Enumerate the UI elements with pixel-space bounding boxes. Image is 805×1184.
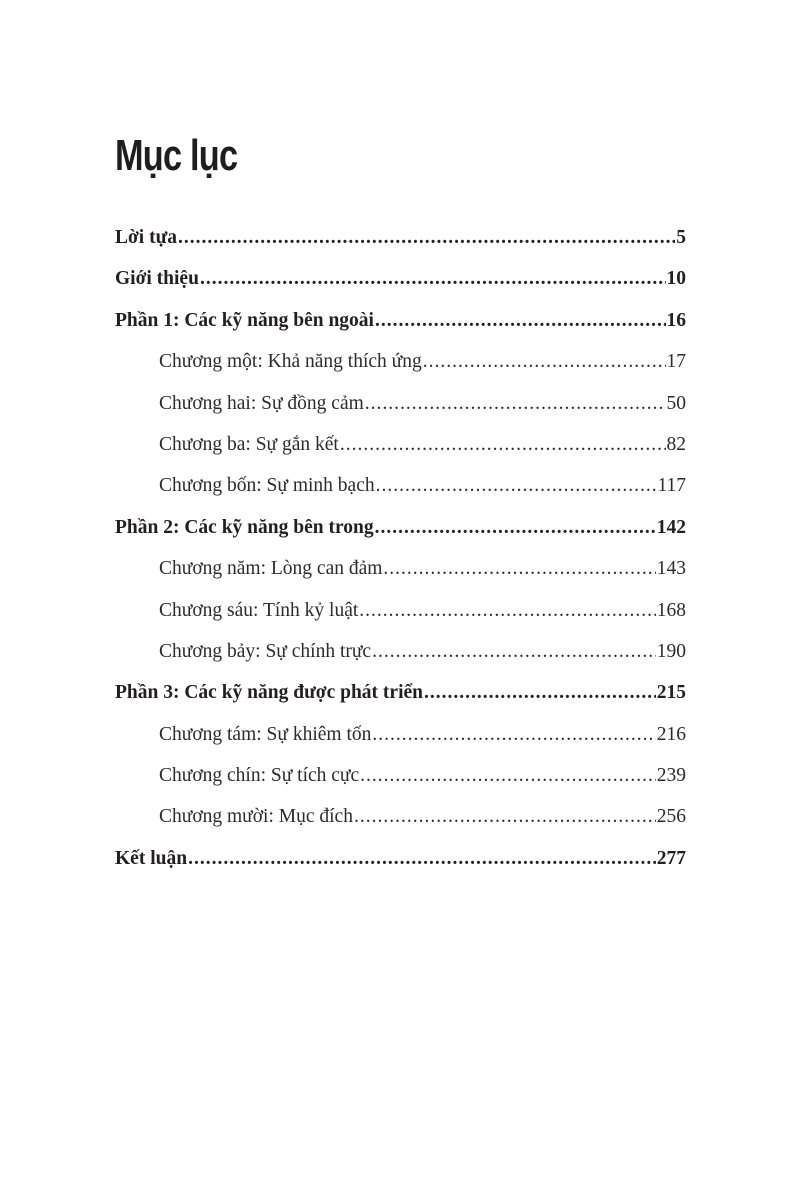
toc-entry-label: Chương hai: Sự đồng cảm — [159, 392, 364, 414]
toc-entry-label: Phần 1: Các kỹ năng bên ngoài — [115, 309, 374, 331]
toc-entry-chapter-3[interactable] — [115, 434, 686, 475]
dot-leader — [424, 682, 656, 704]
toc-entry-label: Chương mười: Mục đích — [159, 806, 353, 828]
toc-entry-page-number: 117 — [657, 475, 686, 497]
toc-entry-page-number: 5 — [676, 227, 686, 248]
toc-entry-conclusion[interactable] — [115, 848, 686, 889]
toc-entry-page-number: 277 — [656, 847, 686, 869]
dot-leader — [375, 517, 656, 539]
toc-entry-chapter-9[interactable] — [115, 765, 686, 806]
toc-entry-chapter-2[interactable] — [115, 393, 686, 434]
toc-entry-introduction[interactable] — [115, 268, 686, 309]
toc-entry-page-number: 143 — [656, 558, 686, 580]
toc-entry-label: Chương chín: Sự tích cực — [159, 765, 360, 787]
toc-entry-part-2[interactable] — [115, 517, 686, 558]
toc-entry-label: Giới thiệu — [115, 268, 199, 290]
dot-leader — [188, 848, 656, 870]
dot-leader — [340, 434, 666, 456]
toc-entry-label: Chương tám: Sự khiêm tốn — [159, 723, 372, 745]
toc-entry-label: Phần 3: Các kỹ năng được phát triển — [115, 682, 423, 704]
toc-entry-label: Chương một: Khả năng thích ứng — [159, 351, 422, 373]
dot-leader — [200, 268, 666, 290]
toc-entry-chapter-8[interactable] — [115, 724, 686, 765]
toc-entry-label: Chương sáu: Tính kỷ luật — [159, 599, 359, 621]
toc-entry-page-number: 190 — [656, 640, 686, 662]
table-of-contents — [115, 227, 686, 889]
dot-leader — [376, 475, 657, 497]
toc-entry-chapter-1[interactable] — [115, 351, 686, 392]
dot-leader — [359, 600, 655, 622]
toc-entry-chapter-7[interactable] — [115, 641, 686, 682]
toc-entry-part-1[interactable] — [115, 310, 686, 351]
dot-leader — [178, 227, 675, 249]
toc-entry-page-number: 239 — [656, 765, 686, 787]
dot-leader — [375, 310, 666, 332]
toc-entry-label: Chương năm: Lòng can đảm — [159, 558, 383, 580]
toc-entry-chapter-6[interactable] — [115, 600, 686, 641]
toc-entry-label: Chương bốn: Sự minh bạch — [159, 475, 375, 497]
toc-entry-page-number: 82 — [666, 433, 686, 455]
toc-entry-page-number: 256 — [656, 806, 686, 828]
toc-entry-chapter-10[interactable] — [115, 806, 686, 847]
page-title: Mục lục — [115, 131, 238, 180]
dot-leader — [354, 806, 656, 828]
toc-entry-chapter-5[interactable] — [115, 558, 686, 599]
toc-entry-page-number: 168 — [656, 599, 686, 621]
toc-entry-label: Lời tựa — [115, 227, 178, 248]
dot-leader — [365, 393, 666, 415]
toc-entry-page-number: 16 — [666, 309, 686, 331]
toc-entry-page-number: 17 — [666, 351, 686, 373]
toc-entry-preface[interactable] — [115, 227, 686, 268]
toc-entry-label: Chương ba: Sự gắn kết — [159, 433, 339, 455]
dot-leader — [360, 765, 656, 787]
toc-entry-page-number: 216 — [656, 723, 686, 745]
toc-entry-page-number: 10 — [666, 268, 686, 290]
toc-entry-part-3[interactable] — [115, 682, 686, 723]
toc-entry-label: Kết luận — [115, 847, 188, 869]
dot-leader — [372, 641, 656, 663]
dot-leader — [372, 724, 655, 746]
toc-entry-label: Phần 2: Các kỹ năng bên trong — [115, 516, 374, 538]
dot-leader — [383, 558, 655, 580]
toc-entry-page-number: 142 — [656, 516, 686, 538]
toc-entry-label: Chương bảy: Sự chính trực — [159, 640, 372, 662]
toc-entry-page-number: 50 — [666, 392, 686, 414]
dot-leader — [423, 351, 666, 373]
toc-entry-chapter-4[interactable] — [115, 475, 686, 516]
toc-entry-page-number: 215 — [656, 682, 686, 704]
